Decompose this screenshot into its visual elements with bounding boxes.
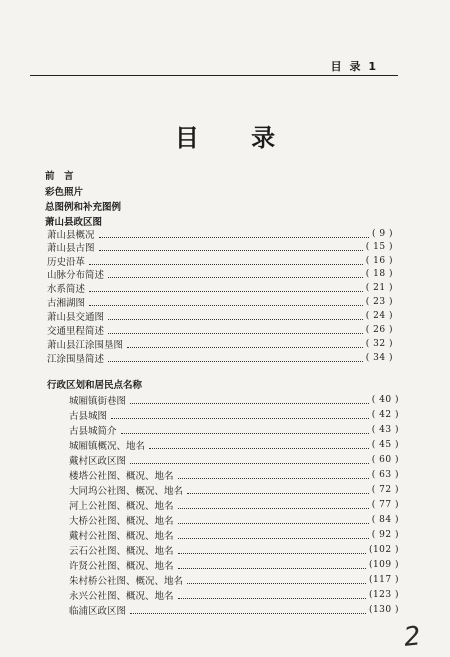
- toc-entry-label: 萧山县交通图: [47, 312, 105, 323]
- toc-entry: [69, 528, 399, 542]
- toc-entry-page: ( 18 ): [365, 269, 393, 279]
- leader-dots: [187, 583, 366, 584]
- toc-entry: [69, 468, 399, 482]
- toc-entry-page: (123 ): [368, 590, 399, 600]
- toc-entry-page: ( 23 ): [365, 297, 393, 307]
- leader-dots: [89, 291, 363, 292]
- toc-entry-label: 水系简述: [47, 284, 86, 295]
- toc-entry-label: 古县城简介: [69, 426, 117, 437]
- toc-entry-page: ( 26 ): [365, 325, 393, 335]
- toc-entry-page: ( 77 ): [371, 500, 399, 510]
- toc-entry: [47, 281, 393, 295]
- leader-dots: [149, 448, 369, 449]
- toc-entry-page: ( 34 ): [365, 353, 393, 363]
- leader-dots: [130, 613, 366, 614]
- toc-entry-label: 交通里程简述: [47, 326, 105, 337]
- toc-entry: [47, 295, 393, 309]
- leader-dots: [108, 277, 363, 278]
- toc-entry: [69, 483, 399, 497]
- section-heading: 行政区划和居民点名称: [47, 380, 143, 391]
- leader-dots: [178, 508, 369, 509]
- toc-entry: [47, 227, 393, 241]
- header-rule: [30, 75, 398, 76]
- toc-entry-page: ( 42 ): [371, 410, 399, 420]
- toc-entry-page: (109 ): [368, 560, 399, 570]
- toc-entry: [69, 588, 399, 602]
- leader-dots: [178, 523, 369, 524]
- front-matter-legend: 总图例和补充图例: [45, 202, 122, 213]
- leader-dots: [178, 553, 366, 554]
- front-matter-preface: 前 言: [45, 171, 74, 182]
- toc-entry: [47, 323, 393, 337]
- leader-dots: [89, 264, 363, 265]
- toc-entry-page: (117 ): [368, 575, 399, 585]
- toc-entry-label: 许贤公社图、概况、地名: [69, 561, 174, 572]
- toc-entry-label: 临浦区政区图: [69, 606, 127, 617]
- toc-entry-label: 云石公社图、概况、地名: [69, 546, 174, 557]
- toc-entry: [69, 498, 399, 512]
- toc-entry: [69, 453, 399, 467]
- toc-entry-label: 大同坞公社图、概况、地名: [69, 486, 184, 497]
- toc-entry: [47, 351, 393, 365]
- toc-entry-page: ( 63 ): [371, 470, 399, 480]
- toc-entry-page: ( 40 ): [371, 395, 399, 405]
- toc-entry: [69, 423, 399, 437]
- leader-dots: [178, 538, 369, 539]
- toc-entry-label: 古县城图: [69, 411, 108, 422]
- toc-entry: [69, 543, 399, 557]
- toc-entry-page: ( 43 ): [371, 425, 399, 435]
- leader-dots: [108, 361, 363, 362]
- toc-entry-label: 萧山县概况: [47, 230, 95, 241]
- toc-entry-page: ( 16 ): [365, 256, 393, 266]
- leader-dots: [121, 433, 369, 434]
- toc-entry-page: ( 84 ): [371, 515, 399, 525]
- toc-entry-label: 戴村公社图、概况、地名: [69, 531, 174, 542]
- leader-dots: [187, 493, 369, 494]
- toc-entry: [69, 573, 399, 587]
- toc-entry-page: ( 32 ): [365, 339, 393, 349]
- toc-entry-label: 楼塔公社图、概况、地名: [69, 471, 174, 482]
- leader-dots: [89, 305, 363, 306]
- front-matter-district-map: 萧山县政区图: [45, 217, 103, 228]
- toc-entry-label: 朱村桥公社图、概况、地名: [69, 576, 184, 587]
- toc-entry: [69, 513, 399, 527]
- leader-dots: [130, 403, 369, 404]
- toc-entry-page: ( 24 ): [365, 311, 393, 321]
- running-head-text: 目 录 1: [330, 60, 378, 73]
- toc-entry-page: ( 15 ): [365, 242, 393, 252]
- toc-entry: [47, 254, 393, 268]
- toc-entry-label: 江涂围垦简述: [47, 354, 105, 365]
- leader-dots: [111, 418, 369, 419]
- handwritten-page-mark: 2: [402, 621, 423, 653]
- toc-entry-page: ( 60 ): [371, 455, 399, 465]
- toc-entry-label: 古湘湖图: [47, 298, 86, 309]
- toc-entry-page: ( 45 ): [371, 440, 399, 450]
- toc-entry: [47, 309, 393, 323]
- leader-dots: [178, 478, 369, 479]
- toc-entry-label: 山脉分布简述: [47, 270, 105, 281]
- toc-entry-page: ( 21 ): [365, 283, 393, 293]
- toc-entry-page: (130 ): [368, 605, 399, 615]
- toc-entry-page: ( 9 ): [372, 229, 393, 239]
- toc-entry: [47, 240, 393, 254]
- toc-entry-page: (102 ): [368, 545, 399, 555]
- page-title: 目 录: [174, 124, 298, 152]
- toc-entry-label: 萧山县古图: [47, 243, 95, 254]
- toc-entry-label: 大桥公社图、概况、地名: [69, 516, 174, 527]
- leader-dots: [178, 598, 366, 599]
- toc-entry: [69, 558, 399, 572]
- leader-dots: [99, 250, 363, 251]
- toc-entry: [69, 393, 399, 407]
- toc-entry-label: 河上公社图、概况、地名: [69, 501, 174, 512]
- running-head: [0, 58, 450, 72]
- toc-entry-label: 戴村区政区图: [69, 456, 127, 467]
- toc-entry: [47, 337, 393, 351]
- leader-dots: [178, 568, 366, 569]
- toc-entry: [69, 408, 399, 422]
- front-matter-color-photos: 彩色照片: [45, 187, 84, 198]
- toc-entry: [47, 267, 393, 281]
- leader-dots: [127, 347, 363, 348]
- leader-dots: [99, 237, 370, 238]
- toc-entry-label: 历史沿革: [47, 257, 86, 268]
- toc-entry-label: 萧山县江涂围垦图: [47, 340, 124, 351]
- leader-dots: [130, 463, 369, 464]
- toc-entry-label: 城厢镇概况、地名: [69, 441, 146, 452]
- toc-entry: [69, 438, 399, 452]
- toc-entry-page: ( 72 ): [371, 485, 399, 495]
- toc-entry: [69, 603, 399, 617]
- toc-entry-label: 城厢镇街巷图: [69, 396, 127, 407]
- toc-entry-label: 永兴公社图、概况、地名: [69, 591, 174, 602]
- leader-dots: [108, 333, 363, 334]
- toc-entry-page: ( 92 ): [371, 530, 399, 540]
- leader-dots: [108, 319, 363, 320]
